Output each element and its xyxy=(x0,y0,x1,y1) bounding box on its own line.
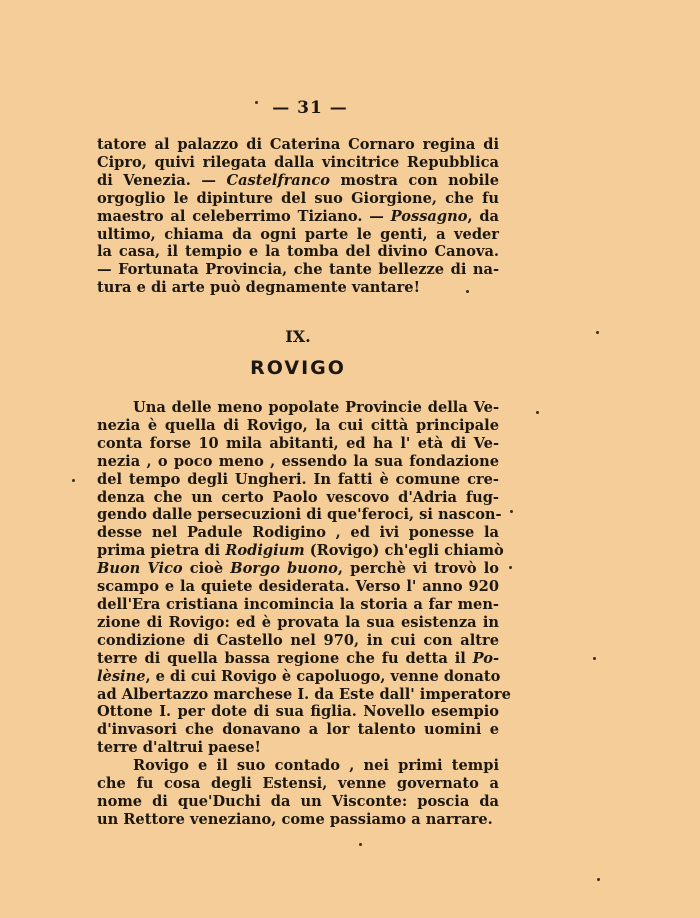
text-line: lèsine, e di cui Rovigo è capoluogo, venne donato xyxy=(97,667,501,685)
text-line: d'invasori che donavano a lor talento uomini e xyxy=(97,721,499,739)
print-speck xyxy=(596,331,599,334)
text-line: tatore al palazzo di Caterina Cornaro regina di xyxy=(97,136,499,153)
text-line: conta forse 10 mila abitanti, ed ha l' età di Ve- xyxy=(97,434,499,452)
text-line: desse nel Padule Rodigino , ed ivi ponesse la xyxy=(97,524,499,542)
text-line: orgoglio le dipinture del suo Giorgione, che fu xyxy=(97,189,499,207)
text-line: nome di que'Duchi da un Visconte: poscia da xyxy=(97,792,499,810)
page-number: — 31 — xyxy=(272,98,348,118)
text-line: Ottone I. per dote di sua figlia. Novello esempio xyxy=(97,703,499,721)
chapter-number: IX. xyxy=(285,327,311,346)
print-speck xyxy=(593,657,596,660)
text-line: del tempo degli Ungheri. In fatti è comune cre- xyxy=(97,470,499,488)
print-speck xyxy=(536,411,539,414)
text-line: ad Albertazzo marchese I. da Este dall' imperatore xyxy=(97,685,511,703)
text-line: Buon Vico cioè Borgo buono, perchè vi trovò lo xyxy=(97,560,499,578)
print-speck xyxy=(509,566,512,569)
text-line: Una delle meno popolate Provincie della Ve- xyxy=(133,399,499,416)
text-line: tura e di arte può degnamente vantare! xyxy=(97,279,420,297)
print-speck xyxy=(510,510,513,513)
text-line: la casa, il tempio e la tomba del divino Canova. xyxy=(97,243,499,261)
text-line: di Venezia. — Castelfranco mostra con nobile xyxy=(97,171,499,189)
text-line: Cipro, quivi rilegata dalla vincitrice Repubblica xyxy=(97,153,499,171)
text-line: che fu cosa degli Estensi, venne governato a xyxy=(97,775,499,793)
print-speck xyxy=(597,878,600,881)
text-line: dell'Era cristiana incomincia la storia a far men- xyxy=(97,595,499,613)
paragraph-1 xyxy=(97,399,511,757)
text-line: terre d'altrui paese! xyxy=(97,739,261,757)
print-speck xyxy=(72,479,75,482)
intro-paragraph xyxy=(97,136,499,297)
text-line: terre di quella bassa regione che fu detta il Po- xyxy=(97,649,499,667)
chapter-title: ROVIGO xyxy=(250,357,346,379)
text-line: denza che un certo Paolo vescovo d'Adria fug- xyxy=(97,488,499,506)
text-line: ultimo, chiama da ogni parte le genti, a veder xyxy=(97,225,499,243)
text-line: gendo dalle persecuzioni di que'feroci, si nascon- xyxy=(97,506,502,524)
text-line: maestro al celeberrimo Tiziano. — Possagno, da xyxy=(97,207,499,225)
text-line: Rovigo e il suo contado , nei primi tempi xyxy=(133,757,499,775)
text-line: nezia , o poco meno , essendo la sua fondazione xyxy=(97,452,499,470)
text-line: condizione di Castello nel 970, in cui con altre xyxy=(97,631,499,649)
text-line: prima pietra di Rodigium (Rovigo) ch'egli chiamò xyxy=(97,542,504,560)
main-text xyxy=(97,399,511,829)
print-speck xyxy=(359,843,362,846)
text-line: — Fortunata Provincia, che tante bellezze di na- xyxy=(97,261,499,279)
print-speck xyxy=(466,290,469,293)
print-speck xyxy=(255,101,258,104)
paragraph-2 xyxy=(97,757,499,829)
text-line: scampo e la quiete desiderata. Verso l' anno 920 xyxy=(97,578,499,596)
text-line: zione di Rovigo: ed è provata la sua esistenza in xyxy=(97,613,499,631)
text-line: nezia è quella di Rovigo, la cui città principale xyxy=(97,416,499,434)
text-line: un Rettore veneziano, come passiamo a narrare. xyxy=(97,810,493,828)
